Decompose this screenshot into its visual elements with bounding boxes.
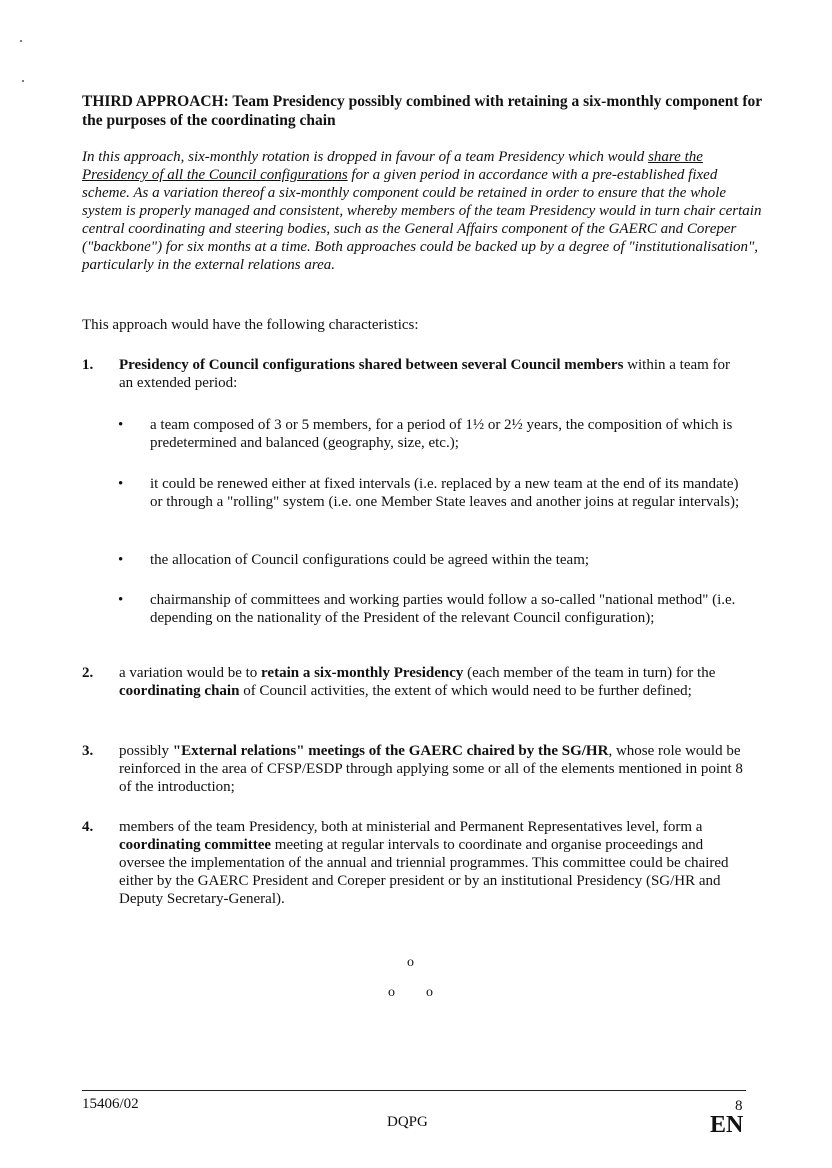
intro-underlined: share the Presidency of all the Council configurations — [82, 149, 703, 183]
bullet-text: a team composed of 3 or 5 members, for a period of 1½ or 2½ years, the composition of which is predetermined and balanced (geography, size, etc.); — [150, 417, 733, 451]
footer-page-number: 8 — [735, 1098, 743, 1114]
point-text-c: , whose role would be reinforced in the area of CFSP/ESDP through applying some or all of the elements mentioned in point 8 of the introduction; — [119, 743, 743, 795]
scan-speck — [20, 40, 22, 42]
point-text — [119, 742, 747, 796]
point-text-e: of Council activities, the extent of which would need to be further defined; — [239, 683, 692, 699]
point-text — [119, 664, 747, 700]
point-number: 4. — [82, 819, 94, 835]
bullet-text: chairmanship of committees and working parties would follow a so-called "national method" (i.e. depending on the nationality of the President of the relevant Council configuration); — [150, 592, 736, 626]
point-text-a: possibly — [119, 743, 173, 759]
point-text — [119, 818, 747, 908]
separator-mark-top: o — [407, 955, 414, 970]
scan-speck — [22, 80, 24, 82]
point-text — [119, 356, 747, 392]
separator-mark-left: o — [388, 985, 395, 1000]
bullet-icon: • — [118, 552, 124, 568]
separator-mark-right: o — [426, 985, 433, 1000]
point-bold: "External relations" meetings of the GAERC chaired by the SG/HR — [172, 743, 609, 759]
bullet-text: the allocation of Council configurations could be agreed within the team; — [150, 552, 590, 568]
point-number: 1. — [82, 357, 94, 373]
point-text-a: members of the team Presidency, both at ministerial and Permanent Representatives level, form a — [119, 819, 703, 835]
point-text-c: meeting at regular intervals to coordinate and organise proceedings and oversee the implementation of the annual and triennial programmes. This committee could be chaired either by the GAERC President and Coreper president or by an institutional Presidency (SG/HR and Deputy Secretary-General). — [119, 837, 729, 907]
footer-language: EN — [710, 1112, 744, 1138]
point-bold: coordinating chain — [119, 683, 240, 699]
point-text-a: a variation would be to — [119, 665, 262, 681]
bullet-icon: • — [118, 417, 124, 433]
footer-department: DQPG — [387, 1114, 428, 1130]
intro-paragraph — [82, 148, 762, 274]
footer-rule — [82, 1090, 746, 1091]
point-rest: within a team for an extended period: — [119, 357, 731, 391]
point-bold: coordinating committee — [119, 837, 272, 853]
point-number: 2. — [82, 665, 94, 681]
intro-part2: for a given period in accordance with a pre-established fixed scheme. As a variation thereof a six-monthly component could be retained in order to ensure that the whole system is properly managed and consistent, whereby members of the team Presidency would in turn chair certain central coordinating and steering bodies, such as the General Affairs component of the GAERC and Coreper ("backbone") for six months at a time. Both approaches could be backed up by a degree of "institutionalisation", particularly in the external relations area. — [82, 167, 762, 273]
bullet-icon: • — [118, 592, 124, 608]
bullet-icon: • — [118, 476, 124, 492]
bullet-text: it could be renewed either at fixed intervals (i.e. replaced by a new team at the end of its mandate) or through a "rolling" system (i.e. one Member State leaves and another joins at regular intervals); — [150, 476, 740, 510]
point-bold: Presidency of Council configurations shared between several Council members — [119, 357, 624, 373]
point-bold: retain a six-monthly Presidency — [261, 665, 464, 681]
intro-part1: In this approach, six-monthly rotation is dropped in favour of a team Presidency which would — [82, 149, 649, 165]
point-number: 3. — [82, 743, 94, 759]
section-heading: THIRD APPROACH: Team Presidency possibly combined with retaining a six-monthly component for the purposes of the coordinating chain — [82, 93, 762, 129]
point-text-c: (each member of the team in turn) for the — [463, 665, 716, 681]
lead-sentence: This approach would have the following characteristics: — [82, 317, 419, 333]
footer-document-ref: 15406/02 — [82, 1096, 139, 1112]
